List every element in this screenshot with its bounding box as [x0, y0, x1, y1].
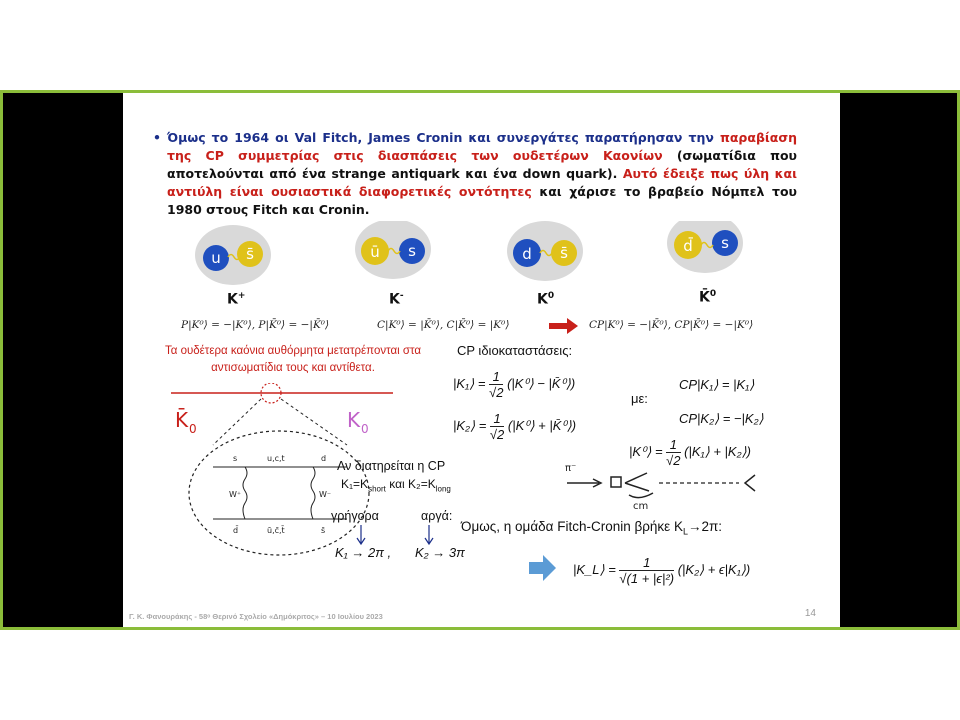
sketch-cm-label: cm	[633, 501, 649, 511]
kaon-k0-bar-graphic	[667, 221, 743, 273]
k-short-text: K₁=K	[341, 477, 369, 491]
para-part-2: παραβίαση της CP συμμετρίας στις διασπάσεις των ουδετέρων Καονίων	[167, 130, 797, 163]
k2-definition: |K₂⟩ = $\frac{1}{√2}$ (|K⁰⟩ + |K̄⁰⟩)	[453, 411, 577, 442]
cp-conserved-text: Αν διατηρείται η CP	[337, 459, 446, 473]
decay-k1: K₁ → 2π ,	[335, 545, 392, 560]
blue-arrow-icon	[529, 555, 557, 581]
fast-label: γρήγορα	[331, 509, 379, 523]
sketch-pion-label: π⁻	[565, 463, 577, 474]
fitch-cronin-result: Όμως, η ομάδα Fitch-Cronin βρήκε $K_L\to 2\pi$:	[461, 519, 723, 537]
kaon-4-q2: s	[721, 234, 729, 252]
slide	[123, 93, 840, 627]
cp-k2-eq: CP|K₂⟩ = −|K₂⟩	[679, 411, 764, 426]
kaon-label-k-minus: K-	[389, 291, 404, 308]
mix-w-minus: W⁻	[319, 490, 332, 499]
mix-bottom-q2: ū,c̄,t̄	[267, 526, 285, 535]
mix-top-q2: u,c,t	[267, 454, 285, 463]
intro-paragraph	[153, 129, 797, 219]
parity-formula: P|K⁰⟩ = −|K⁰⟩, P|K̄⁰⟩ = −|K̄⁰⟩	[181, 319, 330, 331]
slide-frame	[0, 90, 960, 630]
mix-right-sub: 0	[361, 422, 369, 436]
kl-formula: |K_L⟩ = $\frac{1}{\text{√(1 + |ϵ|²)}}$ (|K₂⟩ + ϵ|K₁⟩)	[573, 555, 751, 586]
kaon-4-q1: d̄	[683, 237, 693, 255]
slow-label: αργά:	[421, 509, 453, 523]
mix-bottom-q1: d̄	[233, 526, 239, 535]
cp-eigenstates-title: CP ιδιοκαταστάσεις:	[457, 343, 573, 358]
k-long-text: K₂=K	[408, 477, 436, 491]
kaon-label-k-plus: K+	[227, 291, 246, 308]
para-part-1: Όμως το 1964 οι Val Fitch, James Cronin και συνεργάτες παρατήρησαν την	[167, 130, 720, 145]
kaon-k-minus-graphic	[355, 221, 431, 279]
para-part-3: (σωματίδια που αποτελούνται από ένα strange antiquark και ένα down quark).	[167, 148, 797, 181]
cp-formula: CP|K⁰⟩ = −|K̄⁰⟩, CP|K̄⁰⟩ = −|K⁰⟩	[589, 319, 754, 331]
kaon-label-k0-bar: K̄$^0$	[699, 289, 717, 306]
kaon-diagrams	[123, 221, 840, 301]
para-part-5: και χάρισε το βραβείο Νόμπελ του 1980 στους Fitch και Cronin.	[167, 184, 797, 217]
decay-k2: K₂ → 3π	[415, 545, 465, 560]
kaon-k-plus-graphic	[195, 225, 271, 285]
kaon-k0-graphic	[507, 221, 583, 281]
red-arrow-icon	[549, 318, 579, 334]
kaon-label-k0: $K^0$	[537, 291, 555, 308]
mix-w-plus: W⁺	[229, 490, 242, 499]
cp-k1-eq: CP|K₁⟩ = |K₁⟩	[679, 377, 755, 392]
kaon-1-q2: s̄	[246, 245, 254, 263]
decay-arrows	[355, 525, 455, 547]
mix-top-q1: s	[233, 454, 238, 463]
mix-right-label: K	[347, 408, 361, 432]
kaon-2-q1: ū	[370, 243, 380, 261]
neutral-kaon-note: Τα ουδέτερα καόνια αυθόρμητα μετατρέπονται στα αντισωματίδια τους και αντίθετα.	[164, 345, 421, 374]
mix-left-label: K̄	[175, 408, 189, 432]
hand-sketch	[559, 461, 779, 511]
k0-definition: |K⁰⟩ = $\frac{1}{√2}$ (|K₁⟩ + |K₂⟩)	[629, 437, 751, 468]
page-number: 14	[804, 608, 816, 619]
me-label: με:	[631, 391, 648, 406]
mix-left-sub: 0	[189, 422, 197, 436]
charge-formula: C|K⁰⟩ = |K̄⁰⟩, C|K̄⁰⟩ = |K⁰⟩	[377, 319, 510, 331]
mix-top-q3: d	[321, 454, 327, 463]
footer-text: Γ. Κ. Φανουράκης - 58ᵒ Θερινό Σχολείο «Δημόκριτος» – 10 Ιουλίου 2023	[129, 612, 383, 621]
para-part-4: Αυτό έδειξε πως ύλη και αντιύλη είναι ουσιαστικά διαφορετικές οντότητες	[167, 166, 797, 199]
kaon-2-q2: s	[408, 242, 416, 260]
kaon-1-q1: u	[211, 249, 221, 267]
k1-definition: |K₁⟩ = $\frac{1}{√2}$ (|K⁰⟩ − |K̄⁰⟩)	[453, 369, 576, 400]
bullet-icon: •	[153, 130, 161, 145]
k-short-long-line: $K_1=K_{short}$ και $K_2=K_{long}$	[341, 477, 451, 494]
kaon-3-q1: d	[522, 245, 532, 263]
kaon-3-q2: s̄	[560, 244, 568, 262]
mix-bottom-q3: s̄	[321, 526, 326, 535]
